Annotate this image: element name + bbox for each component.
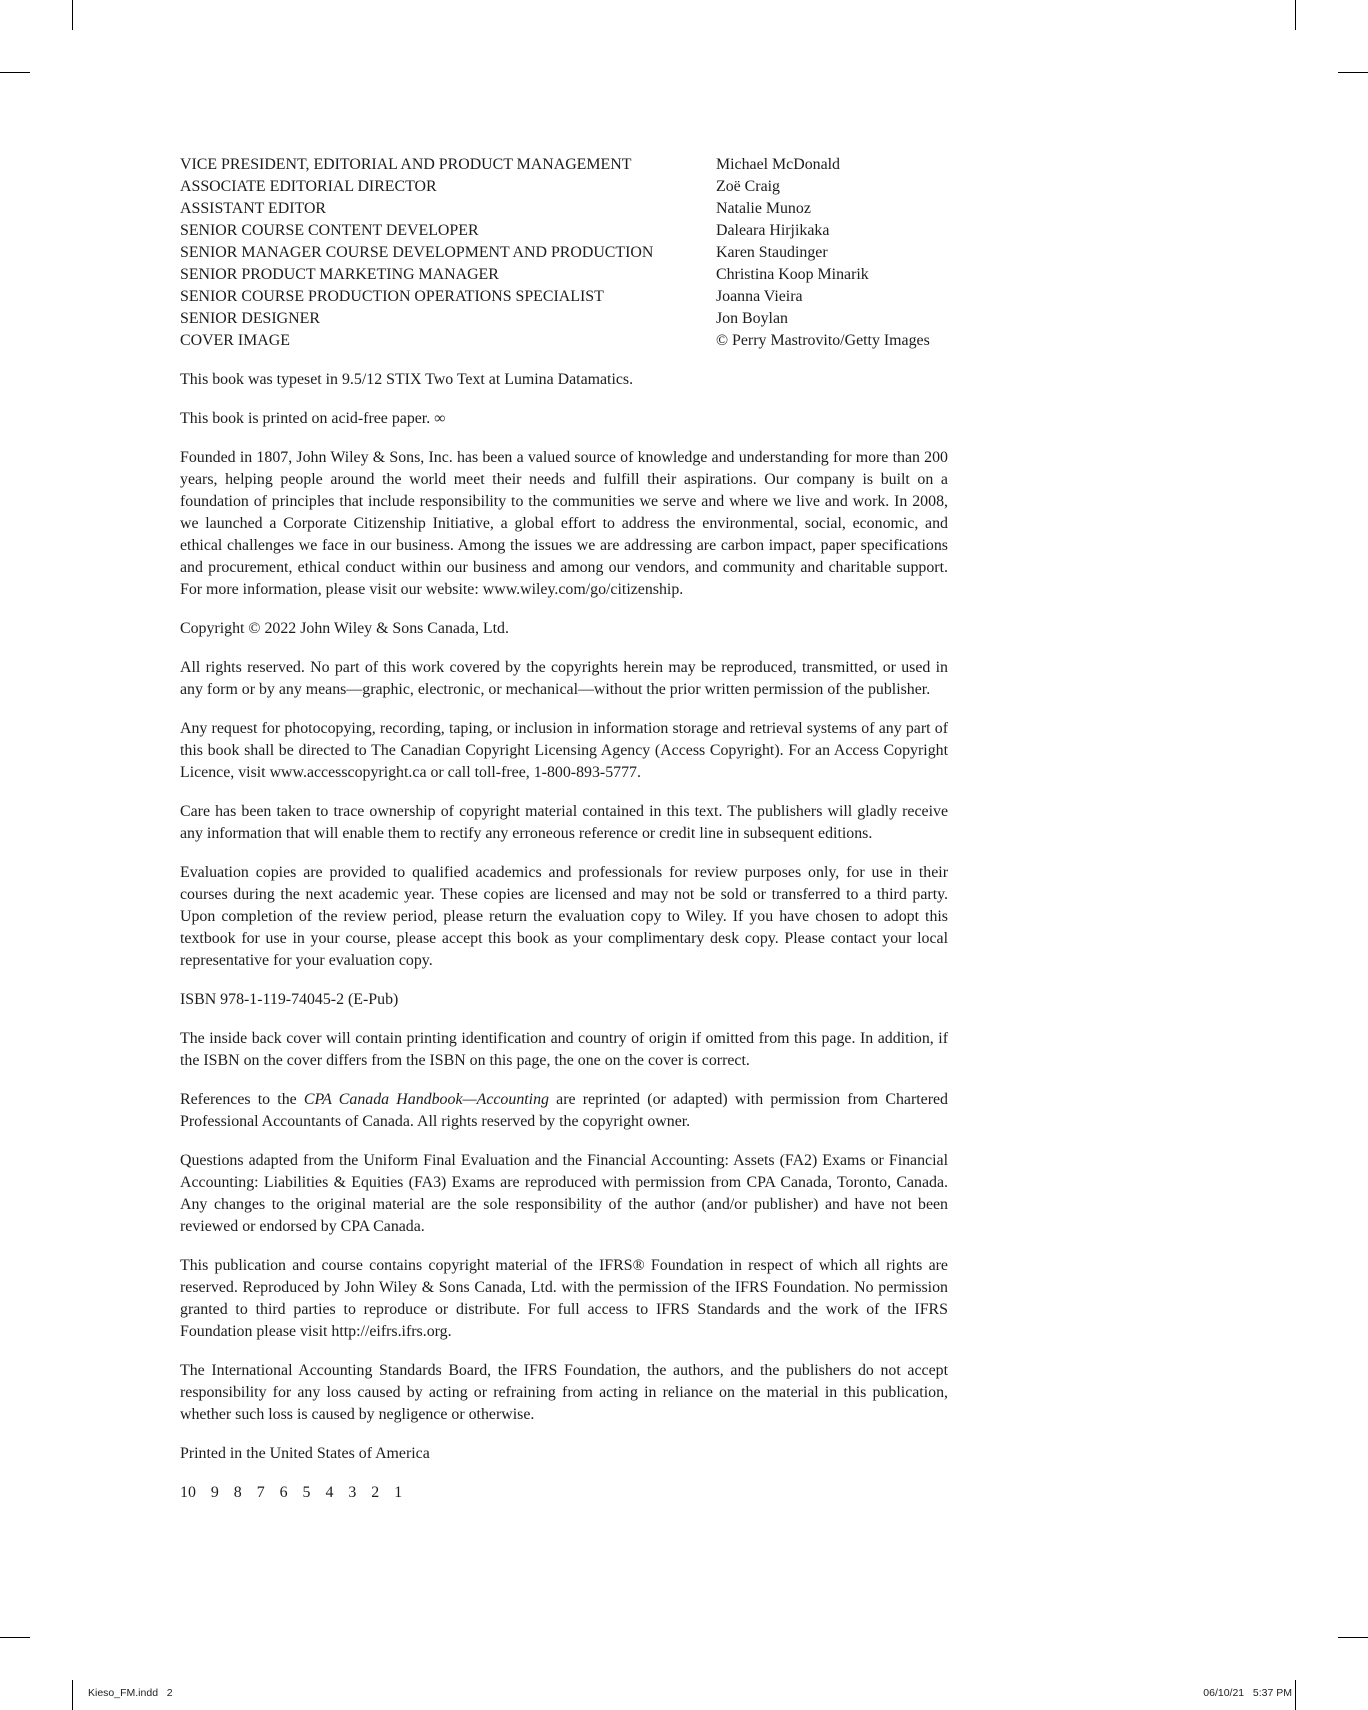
credit-role: SENIOR MANAGER COURSE DEVELOPMENT AND PRODUCTION bbox=[180, 244, 654, 261]
request-paragraph: Any request for photocopying, recording, taping, or inclusion in information storage and retrieval systems of any part of this book shall be directed to The Canadian Copyright Licensing Agency (Access Copyright). For an Access Copyright Licence, visit www.accesscopyright.ca or call toll-free, 1-800-893-5777. bbox=[180, 720, 948, 781]
credit-row bbox=[180, 242, 948, 264]
questions-paragraph: Questions adapted from the Uniform Final Evaluation and the Financial Accounting: Assets (FA2) Exams or Financial Accounting: Liabilities & Equities (FA3) Exams are reproduced with permission from CPA Canada, Toronto, Canada. Any changes to the original material are the sole responsibility of the author (and/or publisher) and have not been reviewed or endorsed by CPA Canada. bbox=[180, 1152, 948, 1235]
credit-row bbox=[180, 220, 948, 242]
slug-datetime-label: 06/10/21 5:37 PM bbox=[1203, 1687, 1292, 1699]
print-line-numbers: 10 9 8 7 6 5 4 3 2 1 bbox=[180, 1484, 403, 1501]
credit-row bbox=[180, 176, 948, 198]
slug-file-label: Kieso_FM.indd 2 bbox=[88, 1687, 173, 1699]
isbn-line: ISBN 978-1-119-74045-2 (E-Pub) bbox=[180, 991, 399, 1008]
credit-name: Natalie Munoz bbox=[716, 200, 811, 217]
credit-name: Joanna Vieira bbox=[716, 288, 803, 305]
credit-name: Michael McDonald bbox=[716, 156, 840, 173]
care-paragraph: Care has been taken to trace ownership of copyright material contained in this text. The publishers will gladly receive any information that will enable them to rectify any erroneous reference or credit line in subsequent editions. bbox=[180, 803, 948, 842]
handbook-title: CPA Canada Handbook—Accounting bbox=[303, 1091, 549, 1108]
acid-free-note: This book is printed on acid-free paper. ∞ bbox=[180, 410, 446, 427]
credit-name: Christina Koop Minarik bbox=[716, 266, 869, 283]
crop-mark bbox=[1295, 1680, 1296, 1710]
credit-role: SENIOR PRODUCT MARKETING MANAGER bbox=[180, 266, 499, 283]
rights-paragraph: All rights reserved. No part of this work covered by the copyrights herein may be reproduced, transmitted, or used in any form or by any means—graphic, electronic, or mechanical—without the prior written permission of the publisher. bbox=[180, 659, 948, 698]
credit-role: SENIOR COURSE PRODUCTION OPERATIONS SPECIALIST bbox=[180, 288, 604, 305]
typeset-note: This book was typeset in 9.5/12 STIX Two Text at Lumina Datamatics. bbox=[180, 371, 634, 388]
printed-line: Printed in the United States of America bbox=[180, 1445, 430, 1462]
founded-paragraph: Founded in 1807, John Wiley & Sons, Inc. has been a valued source of knowledge and understanding for more than 200 years, helping people around the world meet their needs and fulfill their aspirations. Our company is built on a foundation of principles that include responsibility to the communities we serve and where we live and work. In 2008, we launched a Corporate Citizenship Initiative, a global effort to address the environmental, social, economic, and ethical challenges we face in our business. Among the issues we are addressing are carbon impact, paper specifications and procurement, ethical conduct within our business and among our vendors, and community and charitable support. For more information, please visit our website: www.wiley.com/go/citizenship. bbox=[180, 449, 948, 598]
credit-role: ASSOCIATE EDITORIAL DIRECTOR bbox=[180, 178, 437, 195]
crop-mark bbox=[1338, 72, 1368, 73]
crop-mark bbox=[72, 1680, 73, 1710]
credit-name: Jon Boylan bbox=[716, 310, 788, 327]
credit-role: SENIOR COURSE CONTENT DEVELOPER bbox=[180, 222, 479, 239]
credit-role: SENIOR DESIGNER bbox=[180, 310, 320, 327]
credit-row bbox=[180, 308, 948, 330]
credits-table bbox=[180, 154, 948, 352]
credit-row bbox=[180, 330, 948, 352]
copyright-line: Copyright © 2022 John Wiley & Sons Canada, Ltd. bbox=[180, 620, 509, 637]
credit-row bbox=[180, 198, 948, 220]
credit-row bbox=[180, 154, 948, 176]
inside-cover-paragraph: The inside back cover will contain printing identification and country of origin if omitted from this page. In addition, if the ISBN on the cover differs from the ISBN on this page, the one on the cover is correct. bbox=[180, 1030, 948, 1069]
evaluation-paragraph: Evaluation copies are provided to qualified academics and professionals for review purposes only, for use in their courses during the next academic year. These copies are licensed and may not be sold or transferred to a third party. Upon completion of the review period, please return the evaluation copy to Wiley. If you have chosen to adopt this textbook for use in your course, please accept this book as your complimentary desk copy. Please contact your local representative for your evaluation copy. bbox=[180, 864, 948, 969]
credit-role: VICE PRESIDENT, EDITORIAL AND PRODUCT MANAGEMENT bbox=[180, 156, 632, 173]
credit-name: © Perry Mastrovito/Getty Images bbox=[716, 332, 930, 349]
crop-mark bbox=[1295, 0, 1296, 30]
crop-mark bbox=[0, 1637, 30, 1638]
credit-name: Karen Staudinger bbox=[716, 244, 828, 261]
references-paragraph bbox=[180, 1089, 948, 1133]
credit-row bbox=[180, 286, 948, 308]
crop-mark bbox=[0, 72, 30, 73]
crop-mark bbox=[72, 0, 73, 30]
credit-row bbox=[180, 264, 948, 286]
iasb-paragraph: The International Accounting Standards Board, the IFRS Foundation, the authors, and the publishers do not accept responsibility for any loss caused by acting or refraining from acting in reliance on the material in this publication, whether such loss is caused by negligence or otherwise. bbox=[180, 1362, 948, 1423]
ifrs-paragraph: This publication and course contains copyright material of the IFRS® Foundation in respect of which all rights are reserved. Reproduced by John Wiley & Sons Canada, Ltd. with the permission of the IFRS Foundation. No permission granted to third parties to reproduce or distribute. For full access to IFRS Standards and the work of the IFRS Foundation please visit http://eifrs.ifrs.org. bbox=[180, 1257, 948, 1340]
credit-name: Zoë Craig bbox=[716, 178, 780, 195]
copyright-page bbox=[180, 154, 948, 1521]
credit-role: COVER IMAGE bbox=[180, 332, 290, 349]
crop-mark bbox=[1338, 1637, 1368, 1638]
credit-name: Daleara Hirjikaka bbox=[716, 222, 830, 239]
credit-role: ASSISTANT EDITOR bbox=[180, 200, 327, 217]
references-text-after: are reprinted (or adapted) with permission from Chartered Professional Accountants of Canada. All rights reserved by the copyright owner. bbox=[180, 1091, 948, 1130]
references-text-before: References to the bbox=[180, 1091, 304, 1108]
